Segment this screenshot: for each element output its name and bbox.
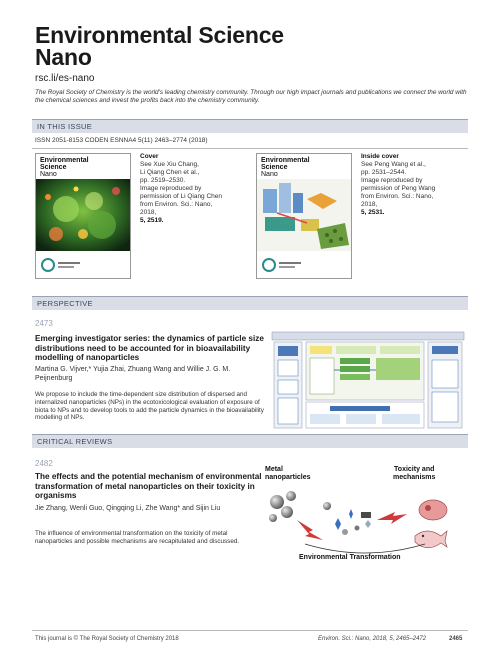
inside-cover-caption: Inside cover See Peng Wang et al., pp. 2531–2544. Image reproduced by permission of Peng Wang from Environ. Sci.: Nano, 2018, 5, 2531. (361, 153, 436, 216)
inside-cover-artwork (257, 179, 351, 279)
cover-caption: Cover See Xue Xiu Chang, Li Qiang Chen et al., pp. 2519–2530. Image reproduced by permission of Li Qiang Chen from Environ. Sci.: Nano, 2018, 5, 2519. (140, 153, 223, 224)
cover-image[interactable]: Environmental Science Nano (35, 153, 131, 279)
article-page-number[interactable]: 2482 (35, 459, 53, 468)
perspective-graphic (270, 330, 466, 430)
article-title[interactable]: The effects and the potential mechanism of environmental transformation of metal nanoparticles on their toxicity in organisms (35, 472, 262, 500)
section-bar-critical-reviews (32, 434, 468, 448)
divider (32, 148, 468, 149)
footer-copyright: This journal is © The Royal Society of Chemistry 2018 (35, 636, 179, 642)
journal-title (35, 24, 284, 68)
transformation-illustration (265, 484, 467, 554)
section-label: PERSPECTIVE (37, 299, 93, 308)
section-bar-in-this-issue (32, 119, 468, 133)
article-title[interactable]: Emerging investigator series: the dynamics of particle size distributions need to be accounted for in bioavailability modelling of nanoparticles (35, 334, 264, 362)
critical-review-graphic: Metal nanoparticles Toxicity and mechanisms Environmental Transformation (265, 466, 467, 570)
article-authors: Jie Zhang, Wenli Guo, Qingqing Li, Zhe Wang* and Sijin Liu (35, 505, 221, 512)
intro-text: The Royal Society of Chemistry is the world's leading chemistry community. Through our high impact journals and publications we connect the world with the chemical sciences and invest the profits back into the chemistry community. (35, 89, 467, 104)
section-bar-perspective (32, 296, 468, 310)
section-label: CRITICAL REVIEWS (37, 437, 113, 446)
footer-page-number: 2465 (449, 636, 463, 642)
footer-citation: Environ. Sci.: Nano, 2018, 5, 2465–2472 (318, 636, 427, 642)
article-abstract: The influence of environmental transformation on the toxicity of metal nanoparticles and possible mechanisms are recapitulated and discussed. (35, 530, 240, 545)
article-authors: Martina G. Vijver,* Yujia Zhai, Zhuang Wang and Willie J. G. M. Peijnenburg (35, 366, 231, 382)
inside-cover-image[interactable]: Environmental Science Nano (256, 153, 352, 279)
section-label: IN THIS ISSUE (37, 122, 93, 131)
article-page-number[interactable]: 2473 (35, 319, 53, 328)
cover-artwork (36, 179, 130, 279)
journal-title-line1: Environmental Science (35, 22, 284, 48)
footer-divider (32, 630, 468, 631)
journal-url[interactable]: rsc.li/es-nano (35, 73, 95, 84)
journal-title-line2: Nano (35, 44, 92, 70)
issn-line: ISSN 2051-8153 CODEN ESNNA4 5(11) 2463–2774 (2018) (35, 137, 208, 144)
article-abstract: We propose to include the time-dependent size distribution of dispersed and internalized nanoparticles (NPs) in the ecotoxicological evaluation of exposure of biota to NPs and to develop tools to add the particle dynamics in the bioavailability modelling of NPs. (35, 391, 264, 422)
